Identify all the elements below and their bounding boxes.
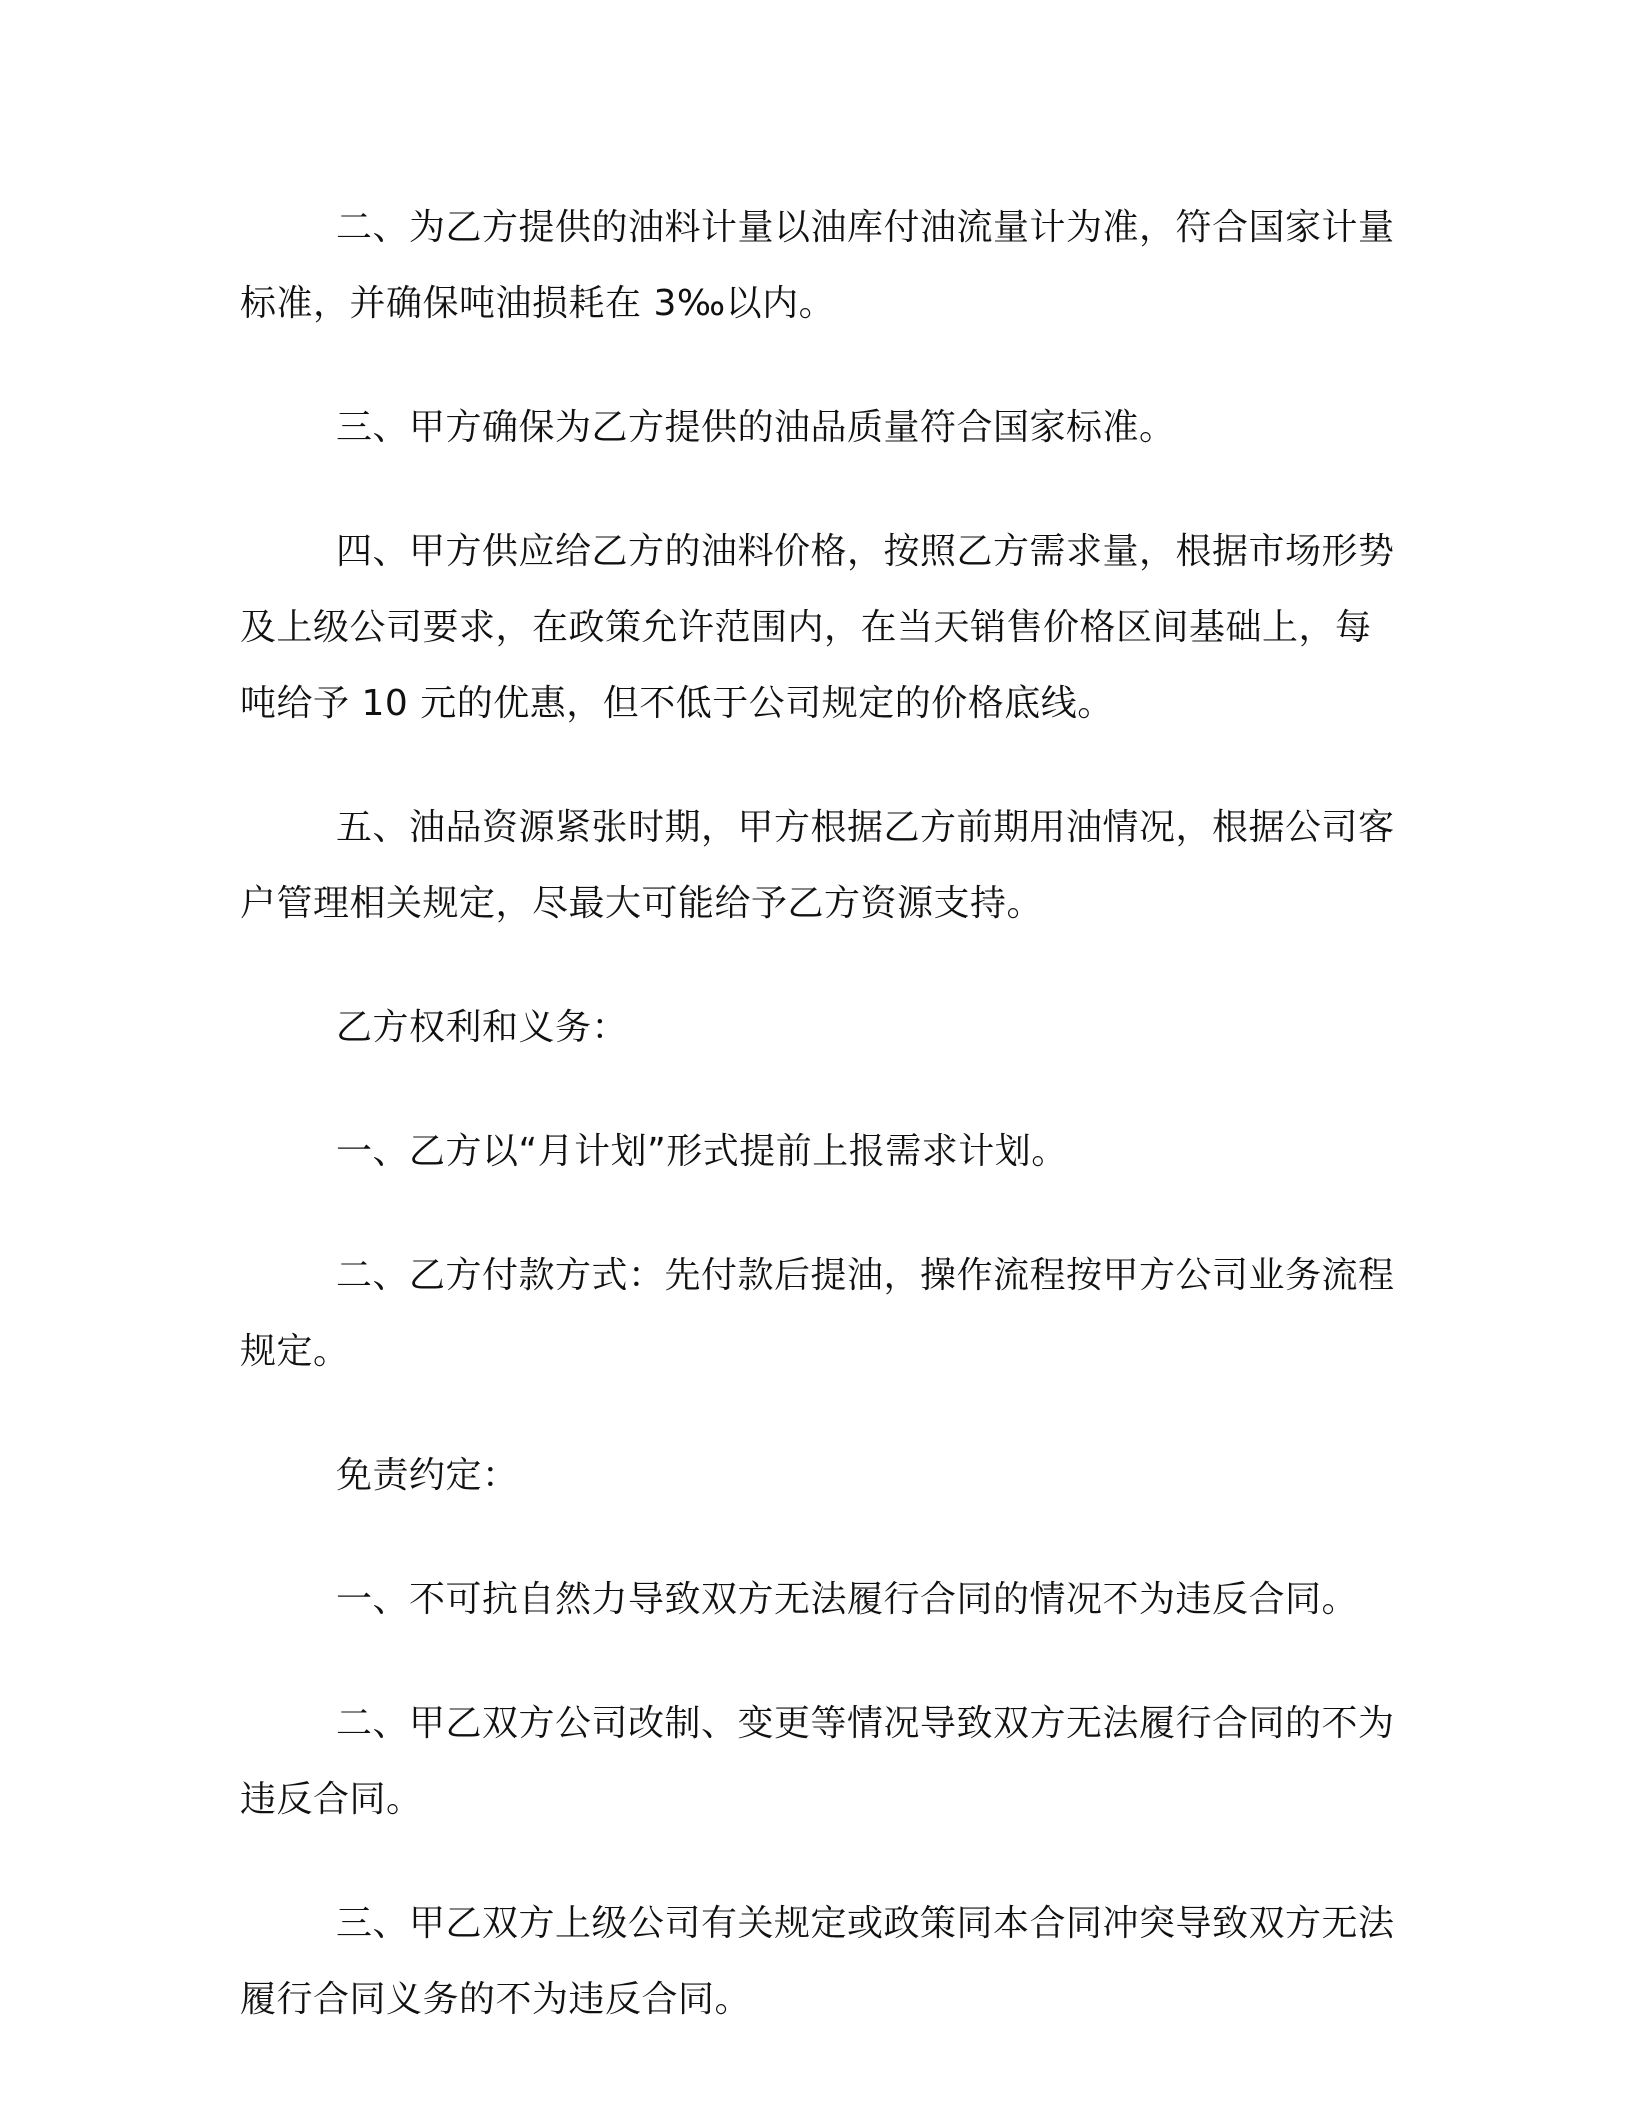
document-body bbox=[240, 190, 1395, 2086]
paragraph-resource-support: 五、油品资源紧张时期，甲方根据乙方前期用油情况，根据公司客户管理相关规定，尽最大可能给予乙方资源支持。 bbox=[240, 807, 1395, 924]
paragraph-pricing: 四、甲方供应给乙方的油料价格，按照乙方需求量，根据市场形势及上级公司要求，在政策允许范围内，在当天销售价格区间基础上，每吨给予 10 元的优惠，但不低于公司规定的价格底线。 bbox=[240, 531, 1395, 724]
paragraph-force-majeure: 一、不可抗自然力导致双方无法履行合同的情况不为违反合同。 bbox=[336, 1579, 1359, 1620]
paragraph-policy-conflict: 三、甲乙双方上级公司有关规定或政策同本合同冲突导致双方无法履行合同义务的不为违反合同。 bbox=[240, 1903, 1395, 2020]
paragraph-monthly-plan: 一、乙方以“月计划”形式提前上报需求计划。 bbox=[336, 1131, 1068, 1172]
paragraph-metering-standard: 二、为乙方提供的油料计量以油库付油流量计为准，符合国家计量标准，并确保吨油损耗在 3‰以内。 bbox=[240, 207, 1395, 324]
heading-exemption: 免责约定： bbox=[336, 1455, 519, 1496]
paragraph-payment-method: 二、乙方付款方式：先付款后提油，操作流程按甲方公司业务流程规定。 bbox=[240, 1255, 1395, 1372]
heading-party-b-rights: 乙方权利和义务： bbox=[336, 1007, 629, 1048]
paragraph-quality-standard: 三、甲方确保为乙方提供的油品质量符合国家标准。 bbox=[336, 407, 1176, 448]
paragraph-restructuring: 二、甲乙双方公司改制、变更等情况导致双方无法履行合同的不为违反合同。 bbox=[240, 1703, 1395, 1820]
